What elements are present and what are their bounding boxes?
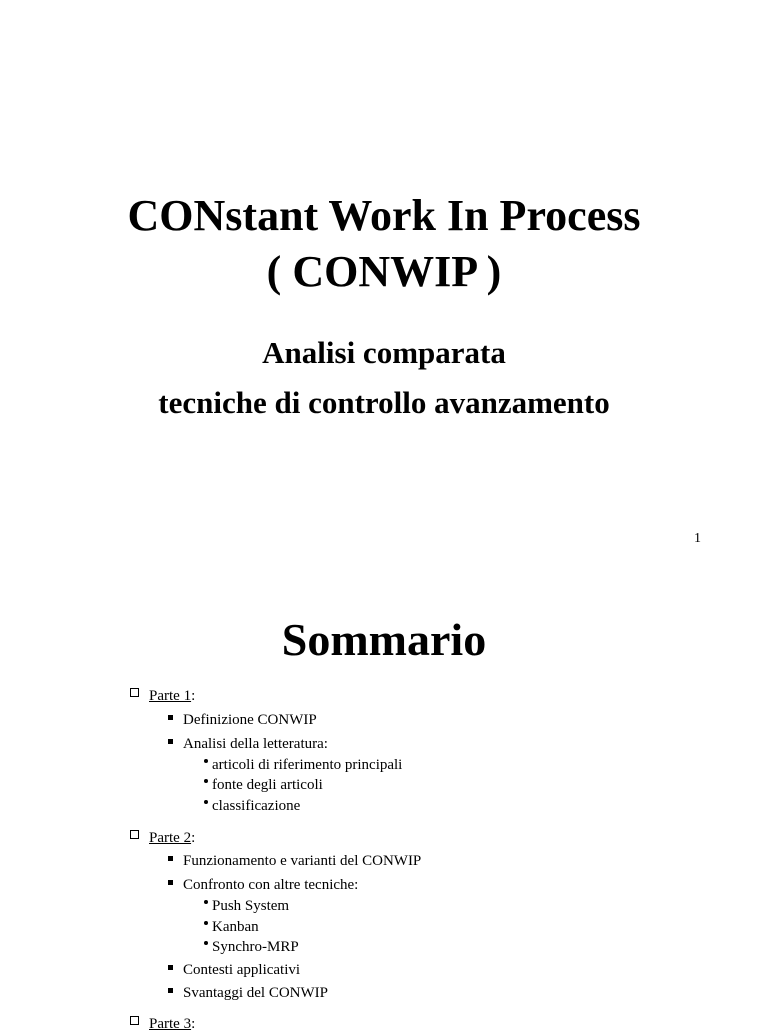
slide-title-line-2: ( CONWIP ) [266,247,502,296]
filled-square-bullet-icon [168,965,173,970]
part-heading [130,1014,195,1034]
hollow-square-bullet-icon [130,688,139,697]
list-item-text: Definizione CONWIP [183,712,317,728]
part-suffix: : [191,688,196,704]
list-item-text: Confronto con altre tecniche: [183,877,359,893]
list-item-text: Svantaggi del CONWIP [183,985,328,1001]
page-number: 1 [694,531,701,546]
filled-square-bullet-icon [168,715,173,720]
list-item [168,875,358,895]
list-item [168,983,328,1003]
sub-list-item-text: fonte degli articoli [212,777,323,793]
sub-list-item [204,937,299,957]
slide-subtitle-line-1: Analisi comparata [262,335,506,370]
sub-list-item [204,755,402,775]
summary-slide [0,560,768,1032]
part-suffix: : [191,830,196,846]
dot-bullet-icon [204,900,208,904]
sub-list-item [204,775,323,795]
list-item [168,710,317,730]
sub-list-item-text: articoli di riferimento principali [212,757,403,773]
summary-title: Sommario [281,614,487,665]
part-heading [130,828,195,848]
sub-list-item-text: Kanban [212,919,259,935]
filled-square-bullet-icon [168,988,173,993]
part-heading [130,686,195,706]
sub-list-item [204,896,289,916]
filled-square-bullet-icon [168,856,173,861]
sub-list-item-text: classificazione [212,798,301,814]
sub-list-item-text: Push System [212,898,290,914]
filled-square-bullet-icon [168,880,173,885]
sub-list-item [204,917,259,937]
hollow-square-bullet-icon [130,830,139,839]
list-item [168,851,421,871]
filled-square-bullet-icon [168,739,173,744]
list-item [168,960,300,980]
part-suffix: : [191,1016,196,1032]
dot-bullet-icon [204,779,208,783]
list-item-text: Funzionamento e varianti del CONWIP [183,853,422,869]
part-label: Parte 1 [149,688,192,704]
part-label: Parte 2 [149,830,192,846]
list-item-text: Contesti applicativi [183,962,301,978]
sub-list-item [204,796,300,816]
list-item-text: Analisi della letteratura: [183,736,328,752]
dot-bullet-icon [204,941,208,945]
slide-subtitle-line-2: tecniche di controllo avanzamento [158,385,610,420]
dot-bullet-icon [204,800,208,804]
dot-bullet-icon [204,759,208,763]
sub-list-item-text: Synchro-MRP [212,939,299,955]
part-label: Parte 3 [149,1016,192,1032]
slide-title-line-1: CONstant Work In Process [127,191,641,240]
list-item [168,734,328,754]
dot-bullet-icon [204,921,208,925]
